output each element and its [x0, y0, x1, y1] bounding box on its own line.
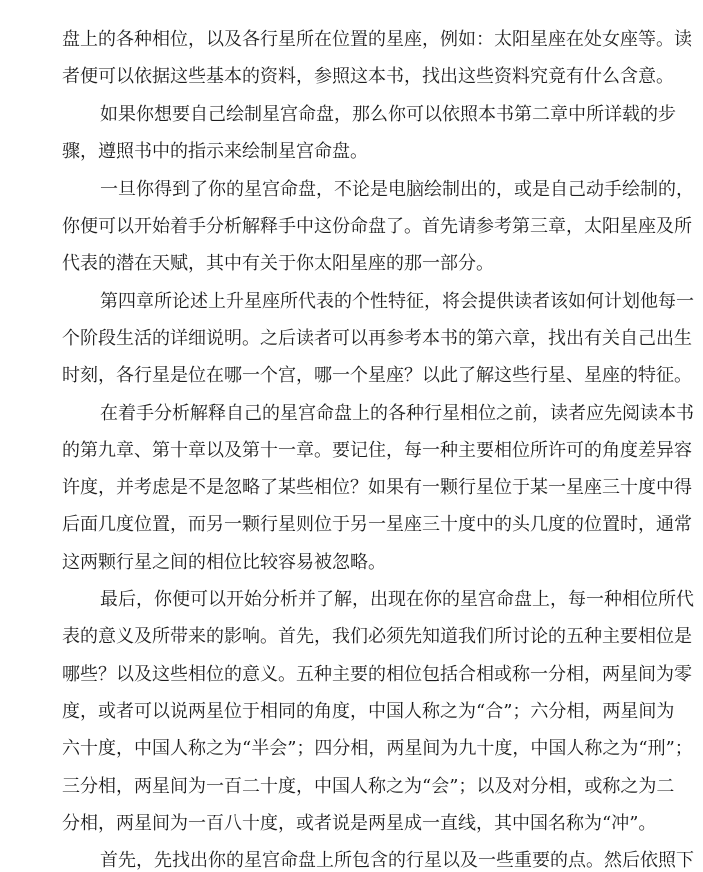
paragraph-start-line: 在着手分析解释自己的星宫命盘上的各种行星相位之前，读者应先阅读本书 [100, 403, 694, 424]
text-line: 时刻，各行星是位在哪一个宫，哪一个星座？以此了解这些行星、星座的特征。 [62, 365, 692, 386]
text-line: 度，或者可以说两星位于相同的角度，中国人称之为“合”；六分相，两星间为 [62, 701, 675, 722]
text-line: 骤，遵照书中的指示来绘制星宫命盘。 [62, 141, 368, 162]
text-line: 表的意义及所带来的影响。首先，我们必须先知道我们所讨论的五种主要相位是 [62, 626, 692, 647]
text-line: 许度，并考虑是不是忽略了某些相位？如果有一颗行星位于某一星座三十度中得 [62, 477, 692, 498]
text-line: 分相，两星间为一百八十度，或者说是两星成一直线，其中国名称为“冲”。 [62, 813, 657, 834]
paragraph-start-line: 首先，先找出你的星宫命盘上所包含的行星以及一些重要的点。然后依照下 [100, 850, 694, 871]
text-line: 哪些？以及这些相位的意义。五种主要的相位包括合相或称一分相，两星间为零 [62, 664, 692, 685]
text-line: 后面几度位置，而另一颗行星则位于另一星座三十度中的头几度的位置时，通常 [62, 514, 692, 535]
paragraph-start-line: 如果你想要自己绘制星宫命盘，那么你可以依照本书第二章中所详载的步 [100, 104, 676, 125]
paragraph-start-line: 最后，你便可以开始分析并了解，出现在你的星宫命盘上，每一种相位所代 [100, 589, 694, 610]
text-line: 六十度，中国人称之为“半会”；四分相，两星间为九十度，中国人称之为“刑”； [62, 738, 693, 759]
paragraph-start-line: 第四章所论述上升星座所代表的个性特征，将会提供读者该如何计划他每一 [100, 291, 694, 312]
text-line: 者便可以依据这些基本的资料，参照这本书，找出这些资料究竟有什么含意。 [62, 66, 674, 87]
text-line: 的第九章、第十章以及第十一章。要记住，每一种主要相位所许可的角度差异容 [62, 440, 692, 461]
text-line: 盘上的各种相位，以及各行星所在位置的星座，例如：太阳星座在处女座等。读 [62, 29, 692, 50]
text-line: 这两颗行星之间的相位比较容易被忽略。 [62, 552, 386, 573]
text-line: 个阶段生活的详细说明。之后读者可以再参考本书的第六章，找出有关自己出生 [62, 328, 692, 349]
text-line: 你便可以开始着手分析解释手中这份命盘了。首先请参考第三章，太阳星座及所 [62, 216, 692, 237]
paragraph-start-line: 一旦你得到了你的星宫命盘，不论是电脑绘制出的，或是自己动手绘制的， [100, 179, 694, 200]
text-line: 代表的潜在天赋，其中有关于你太阳星座的那一部分。 [62, 253, 494, 274]
text-line: 三分相，两星间为一百二十度，中国人称之为“会”；以及对分相，或称之为二 [62, 776, 675, 797]
